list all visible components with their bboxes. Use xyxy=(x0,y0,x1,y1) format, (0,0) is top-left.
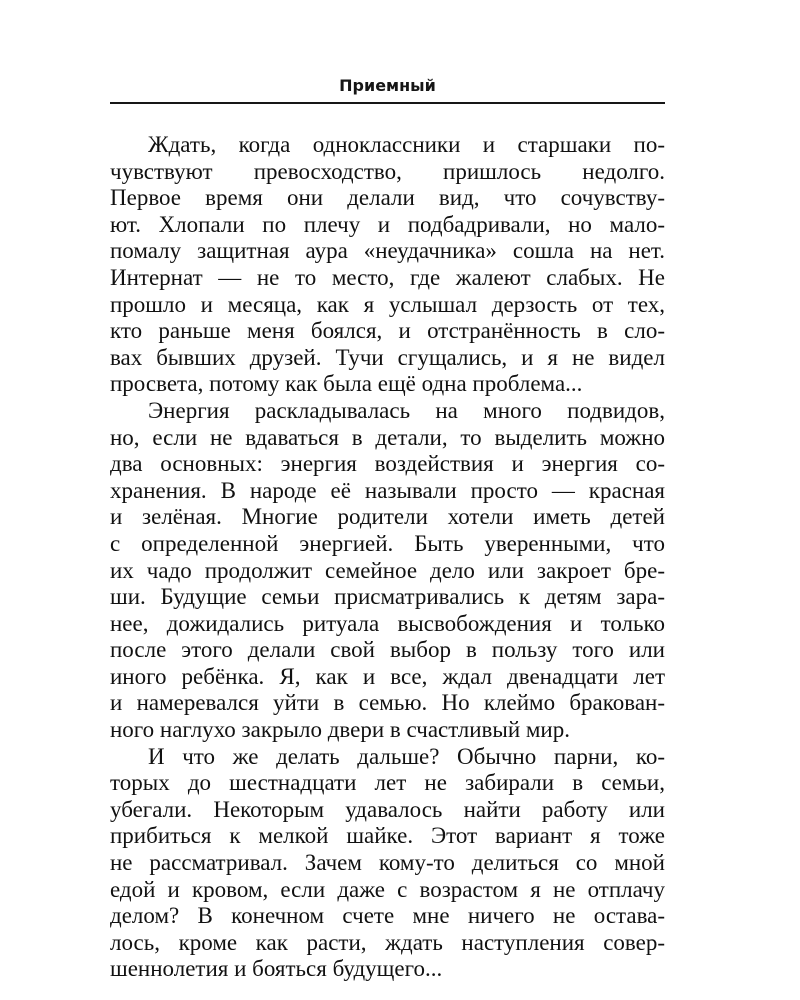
text-line: с определенной энергией. Быть уверенными, что xyxy=(110,530,665,556)
text-line: нее, дожидались ритуала высвобождения и только xyxy=(110,610,665,636)
text-line: лось, кроме как расти, ждать наступления совер- xyxy=(110,929,665,955)
text-line: прибиться к мелкой шайке. Этот вариант я тоже xyxy=(110,823,665,849)
text-line: Энергия раскладывалась на много подвидов, xyxy=(148,397,665,423)
text-line: и зелёная. Многие родители хотели иметь детей xyxy=(110,504,665,530)
text-line: помалу защитная аура «неудачника» сошла на нет. xyxy=(110,238,665,264)
text-line: просвета, потому как была ещё одна проблема... xyxy=(110,371,583,397)
paragraph xyxy=(110,744,665,983)
text-line: Первое время они делали вид, что сочувству- xyxy=(110,185,665,211)
text-line: убегали. Некоторым удавалось найти работу или xyxy=(110,796,665,822)
text-line: вах бывших друзей. Тучи сгущались, и я не видел xyxy=(110,344,665,370)
text-line: но, если не вдаваться в детали, то выделить можно xyxy=(110,424,665,450)
text-line: после этого делали свой выбор в пользу того или xyxy=(110,637,665,663)
text-line: и намеревался уйти в семью. Но клеймо бракован- xyxy=(110,690,665,716)
paragraph xyxy=(110,398,665,744)
text-line: ши. Будущие семьи присматривались к детям зара- xyxy=(110,584,665,610)
running-head: Приемный xyxy=(339,76,436,95)
text-line: едой и кровом, если даже с возрастом я не отплачу xyxy=(110,876,665,902)
text-line: кто раньше меня боялся, и отстранённость в сло- xyxy=(110,318,665,344)
text-line: Ждать, когда одноклассники и старшаки по- xyxy=(148,132,665,157)
text-line: И что же делать дальше? Обычно парни, ко- xyxy=(148,743,665,769)
text-line: Интернат — не то место, где жалеют слабых. Не xyxy=(110,264,665,290)
text-line: не рассматривал. Зачем кому-то делиться со мной xyxy=(110,850,665,876)
text-line: хранения. В народе её называли просто — красная xyxy=(110,477,665,503)
text-line: торых до шестнадцати лет не забирали в семьи, xyxy=(110,770,665,796)
text-line: ного наглухо закрыло двери в счастливый мир. xyxy=(110,717,570,743)
header-rule xyxy=(110,102,665,104)
text-line: ют. Хлопали по плечу и подбадривали, но мало- xyxy=(110,211,665,237)
paragraph xyxy=(110,132,665,398)
text-line: два основных: энергия воздействия и энергия со- xyxy=(110,451,665,477)
text-line: шеннолетия и бояться будущего... xyxy=(110,956,443,982)
text-line: прошло и месяца, как я услышал дерзость от тех, xyxy=(110,291,665,317)
body-text xyxy=(110,132,665,983)
text-line: иного ребёнка. Я, как и все, ждал двенадцати лет xyxy=(110,663,665,689)
text-line: чувствуют превосходство, пришлось недолго. xyxy=(110,158,665,184)
text-line: их чадо продолжит семейное дело или закроет бре- xyxy=(110,557,665,583)
text-line: делом? В конечном счете мне ничего не остава- xyxy=(110,903,665,929)
